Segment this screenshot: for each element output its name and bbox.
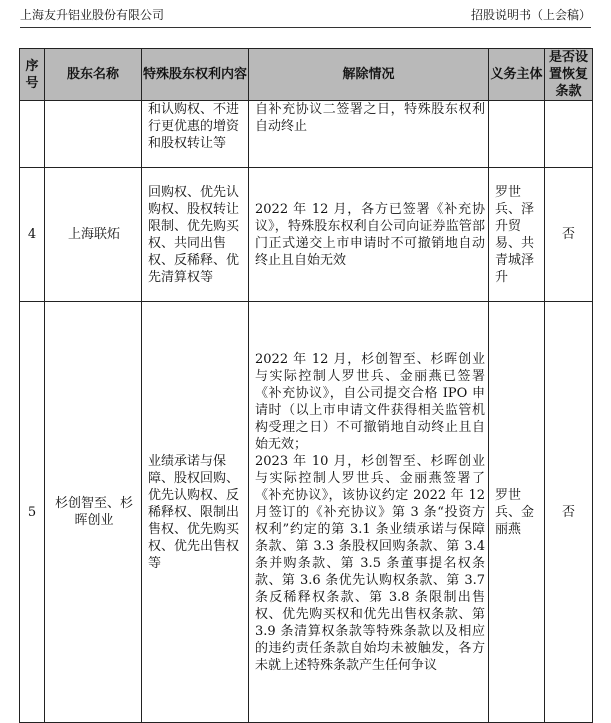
document-title: 招股说明书（上会稿）	[470, 8, 591, 22]
table-header-row	[20, 49, 593, 101]
row-number: 5	[20, 302, 45, 723]
header-divider	[20, 27, 591, 28]
obligor: 罗世兵、金丽燕	[489, 302, 545, 723]
release-paragraph-1: 2022 年 12 月，杉创智至、杉晖创业与实际控制人罗世兵、金丽燕已签署《补充协议》，自公司提交合格 IPO 申请时（以上市申请文件获得相关监管机构受理之日）不可撤销地自动终止且自始无效；	[255, 351, 485, 452]
shareholder-name: 上海联炻	[45, 168, 142, 302]
special-rights-table	[19, 48, 593, 723]
release-paragraph-2: 2023 年 10 月，杉创智至、杉晖创业与实际控制人罗世兵、金丽燕签署了《补充协议》，该协议约定 2022 年 12 月签订的《补充协议》第 3 条“投资方权利”约定的第 3.1 条业绩承诺与保障条款、第 3.3 条股权回购条款、第 3.4 条并购条款、第 3.5 条董事提名权条款、第 3.6 条优先认购权条款、第 3.7 条反稀释权条款、第 3.8 条限制出售权、优先购买权和优先出售权条款、第 3.9 条清算权条款等特殊条款以及相应的违约责任条款自始均未被触发，各方未就上述特殊条款产生任何争议	[255, 453, 485, 673]
page-header	[20, 6, 591, 24]
column-header-rights: 特殊股东权利内容	[142, 49, 249, 101]
shareholder-name	[45, 101, 142, 168]
column-header-restore: 是否设置恢复条款	[545, 49, 593, 101]
release-status: 自补充协议二签署之日，特殊股东权利自动终止	[249, 101, 489, 168]
restore-clause: 否	[545, 302, 593, 723]
table-row	[20, 168, 593, 302]
rights-content: 和认购权、不进行更优惠的增资和股权转让等	[142, 101, 249, 168]
company-name: 上海友升铝业股份有限公司	[20, 8, 165, 22]
row-number	[20, 101, 45, 168]
obligor	[489, 101, 545, 168]
column-header-no: 序号	[20, 49, 45, 101]
shareholder-name: 杉创智至、杉晖创业	[45, 302, 142, 723]
column-header-release: 解除情况	[249, 49, 489, 101]
release-status	[249, 302, 489, 723]
row-number: 4	[20, 168, 45, 302]
column-header-shareholder: 股东名称	[45, 49, 142, 101]
restore-clause: 否	[545, 168, 593, 302]
rights-content: 回购权、优先认购权、股权转让限制、优先购买权、共同出售权、反稀释、优先清算权等	[142, 168, 249, 302]
table-row	[20, 101, 593, 168]
release-status: 2022 年 12 月，各方已签署《补充协议》，特殊股东权利自公司向证券监管部门正式递交上市申请时不可撤销地自动终止且自始无效	[249, 168, 489, 302]
restore-clause	[545, 101, 593, 168]
table-row	[20, 302, 593, 723]
obligor: 罗世兵、泽升贸易、共青城泽升	[489, 168, 545, 302]
rights-content: 业绩承诺与保障、股权回购、优先认购权、反稀释权、限制出售权、优先购买权、优先出售权等	[142, 302, 249, 723]
column-header-obligor: 义务主体	[489, 49, 545, 101]
